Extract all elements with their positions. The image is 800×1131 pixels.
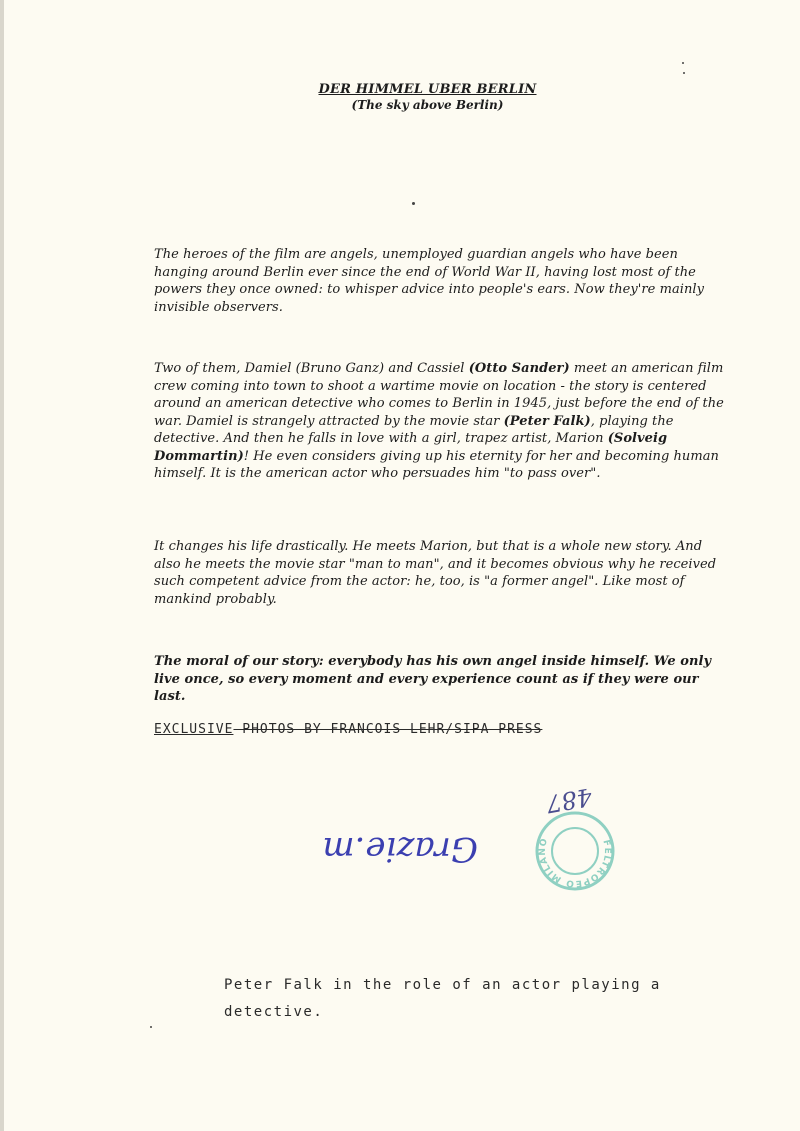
- photo-caption: Peter Falk in the role of an actor playing a detective.: [224, 977, 661, 1020]
- stamp-outer-ring: [537, 813, 613, 889]
- stamp-inner-ring: [552, 828, 598, 874]
- paper-speck: [150, 1026, 152, 1028]
- paper-speck: [412, 202, 415, 205]
- title-main: DER HIMMEL UBER BERLIN: [318, 82, 537, 97]
- paragraph-moral: The moral of our story: everybody has his own angel inside himself. We only live once, so every moment and every experience count as if they were our last.: [154, 654, 712, 704]
- stamp-text-path: FELTROPEO MILANO: [537, 836, 613, 889]
- paragraph-plot: [154, 360, 724, 483]
- paper-speck: [682, 62, 684, 64]
- round-stamp: [530, 806, 620, 896]
- photo-credit: [154, 722, 542, 737]
- plot-text: Two of them, Damiel (Bruno Ganz) and Cassiel: [154, 361, 469, 376]
- handwritten-number-text: 487: [544, 782, 595, 818]
- plot-text: ! He even considers giving up his eternity for her and becoming human himself. It is the american actor who persuades him "to pass over".: [154, 448, 719, 481]
- plot-cast-bold: (Otto Sander): [468, 361, 570, 376]
- title-subtitle: (The sky above Berlin): [351, 98, 504, 112]
- credit-struck: PHOTOS BY FRANCOIS LEHR/SIPA PRESS: [233, 722, 543, 737]
- credit-exclusive: EXCLUSIVE: [154, 722, 234, 737]
- plot-cast-bold: (Peter Falk): [503, 413, 591, 429]
- plot-text: , playing the detective. And then he falls in love with a girl, trapez artist, Marion: [154, 413, 674, 446]
- page-edge: [0, 0, 4, 1131]
- plot-cast-bold: (Solveig Dommartin): [154, 431, 668, 464]
- paragraph-intro: The heroes of the film are angels, unemployed guardian angels who have been hanging around Berlin ever since the end of World War II, having lost most of the powers they once owned: to whisper advice into people's ears. Now they're mainly invisible observers.: [154, 247, 704, 315]
- paragraph-change: It changes his life drastically. He meets Marion, but that is a whole new story. And also he meets the movie star "man to man", and it becomes obvious why he received such competent advice from the actor: he, too, is "a former angel". Like most of mankind probably.: [154, 539, 717, 607]
- paper-speck: [683, 72, 685, 74]
- signature: [318, 818, 488, 878]
- document-title: [300, 82, 555, 112]
- plot-text: meet an american film crew coming into town to shoot a wartime movie on location - the story is centered around an american detective who comes to Berlin in 1945, just before the end of the war. Damiel is strangely attracted by the movie star: [154, 361, 724, 429]
- signature-text: Grazie.m: [322, 829, 478, 869]
